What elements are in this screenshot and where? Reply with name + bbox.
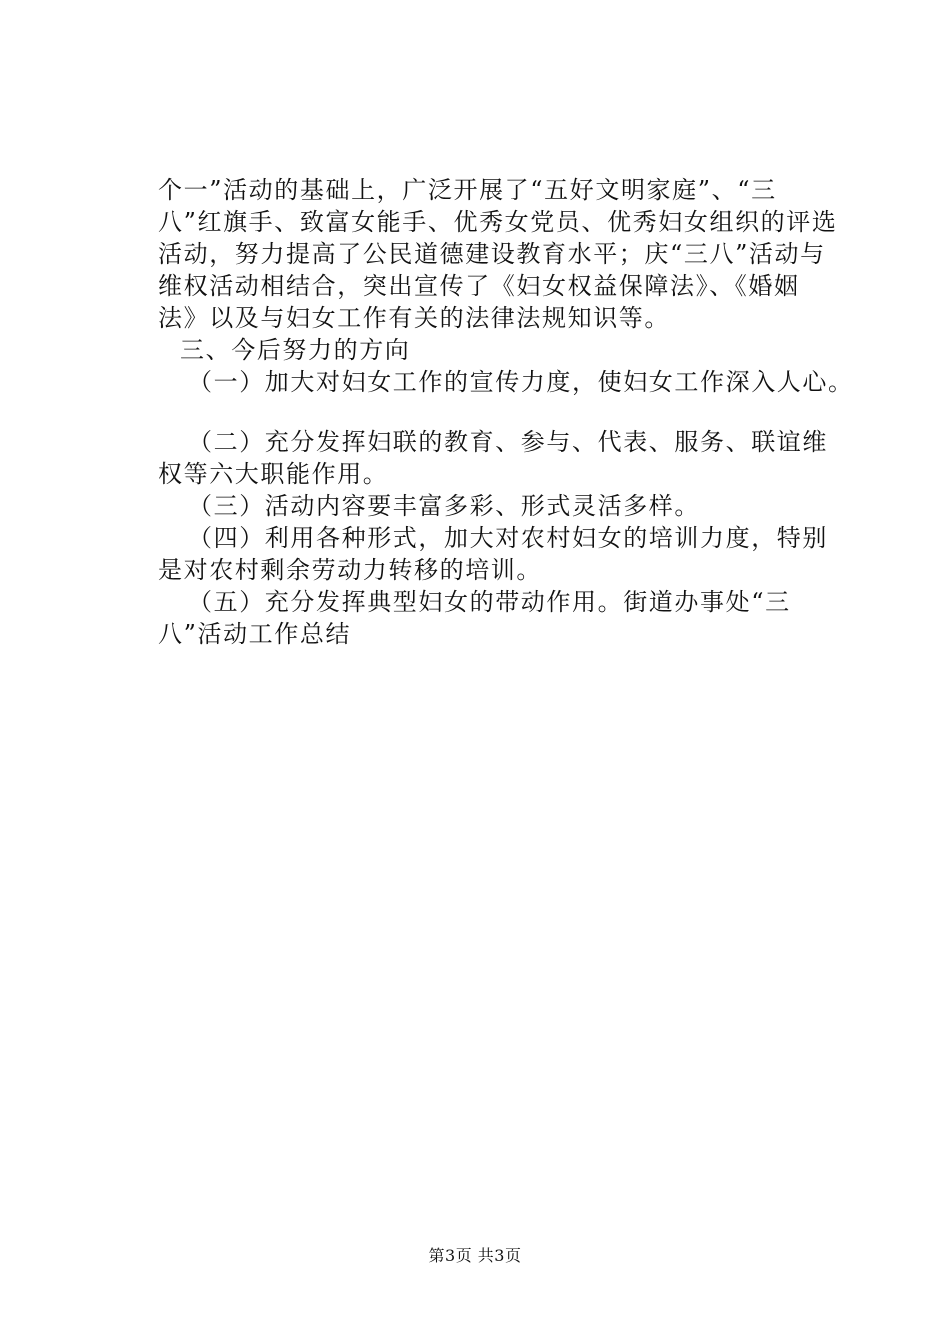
- document-body: [158, 174, 854, 650]
- paragraph-line-4: 维权活动相结合，突出宣传了《妇女权益保障法》、《婚姻: [158, 272, 800, 300]
- item-3-line-1: （三）活动内容要丰富多彩、形式灵活多样。: [188, 492, 700, 520]
- blank-spacer: [158, 398, 848, 426]
- item-2-line-1: （二）充分发挥妇联的教育、参与、代表、服务、联谊维: [188, 428, 828, 456]
- item-2-line-2: 权等六大职能作用。: [158, 460, 389, 488]
- paragraph-line-1: 个一”活动的基础上，广泛开展了“五好文明家庭”、“三: [158, 176, 777, 204]
- page-number-footer: 第3页 共3页: [428, 1246, 522, 1265]
- paragraph-line-2: 八”红旗手、致富女能手、优秀女党员、优秀妇女组织的评选: [158, 208, 838, 236]
- item-1-line-1: （一）加大对妇女工作的宣传力度，使妇女工作深入人心。: [188, 368, 854, 396]
- item-4-line-2: 是对农村剩余劳动力转移的培训。: [158, 556, 542, 584]
- item-5-line-1: （五）充分发挥典型妇女的带动作用。街道办事处“三: [188, 588, 791, 616]
- paragraph-line-5: 法》以及与妇女工作有关的法律法规知识等。: [158, 304, 670, 332]
- item-4-line-1: （四）利用各种形式，加大对农村妇女的培训力度，特别: [188, 524, 828, 552]
- item-5-line-2: 八”活动工作总结: [158, 620, 352, 648]
- paragraph-line-3: 活动，努力提高了公民道德建设教育水平；庆“三八”活动与: [158, 240, 826, 268]
- section-heading: 三、今后努力的方向: [180, 336, 411, 364]
